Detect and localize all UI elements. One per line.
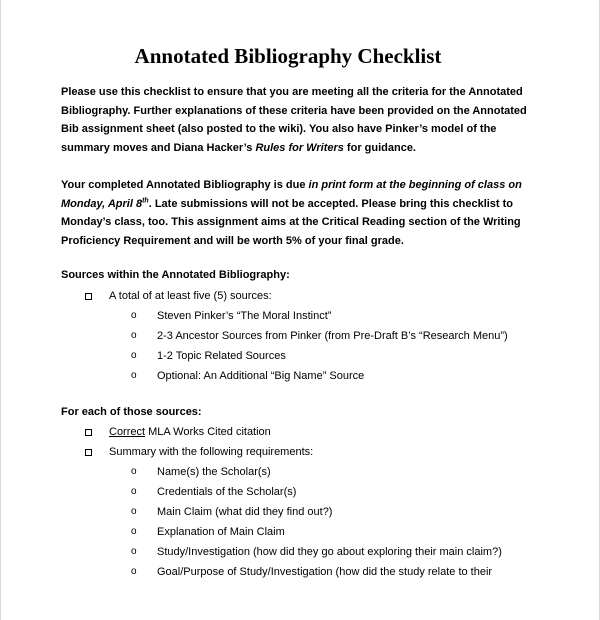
checklist-item-total-sources: A total of at least five (5) sources: <box>109 290 272 302</box>
bullet-icon: o <box>131 370 137 381</box>
sub-item: 2-3 Ancestor Sources from Pinker (from Pre-Draft B’s “Research Menu”) <box>157 330 508 342</box>
due-line <box>61 195 541 214</box>
checklist-item-mla-citation <box>109 425 271 439</box>
checkbox-mla-citation[interactable] <box>85 429 92 436</box>
document-title: Annotated Bibliography Checklist <box>134 44 442 68</box>
sub-item: Explanation of Main Claim <box>157 526 285 538</box>
bullet-icon: o <box>131 310 137 321</box>
due-line: Proficiency Requirement and will be worth 5% of your final grade. <box>61 234 404 247</box>
intro-line: Bibliography. Further explanations of these criteria have been provided on the Annotated <box>61 104 527 117</box>
intro-line: Bib assignment sheet (also posted to the wiki). You also have Pinker’s model of the <box>61 123 497 136</box>
bullet-icon: o <box>131 506 137 517</box>
due-text: . Late submissions will not be accepted. Please bring this checklist to <box>148 197 514 210</box>
due-paragraph <box>61 176 541 250</box>
each-source-heading: For each of those sources: <box>61 406 202 418</box>
bullet-icon: o <box>131 566 137 577</box>
sub-item: Credentials of the Scholar(s) <box>157 486 297 498</box>
bullet-icon: o <box>131 546 137 557</box>
intro-paragraph <box>61 83 541 157</box>
checklist-item-summary: Summary with the following requirements: <box>109 446 314 458</box>
sub-item: Main Claim (what did they find out?) <box>157 506 333 518</box>
emphasis-underline: Correct <box>109 426 146 438</box>
sub-item: Name(s) the Scholar(s) <box>157 466 271 478</box>
bullet-icon: o <box>131 350 137 361</box>
sub-item: Goal/Purpose of Study/Investigation (how did the study relate to their <box>157 566 493 578</box>
sub-item: Study/Investigation (how did they go about exploring their main claim?) <box>157 546 502 558</box>
bullet-icon: o <box>131 330 137 341</box>
sub-item: Steven Pinker’s “The Moral Instinct” <box>157 310 332 322</box>
due-line <box>61 176 541 195</box>
bullet-icon: o <box>131 466 137 477</box>
intro-text: for guidance. <box>343 141 416 154</box>
due-text: Your completed Annotated Bibliography is due <box>61 179 309 191</box>
checkbox-total-sources[interactable] <box>85 293 92 300</box>
book-title: Rules for Writers <box>255 141 344 154</box>
due-emphasis: in print form at the beginning of class on <box>308 179 522 191</box>
bullet-icon: o <box>131 486 137 497</box>
intro-line: Please use this checklist to ensure that you are meeting all the criteria for the Annotated <box>61 86 523 98</box>
sub-item: Optional: An Additional “Big Name” Source <box>157 370 365 382</box>
sub-item: 1-2 Topic Related Sources <box>157 350 286 362</box>
intro-line <box>61 139 541 158</box>
checkbox-summary[interactable] <box>85 449 92 456</box>
due-date-suffix: th <box>142 196 149 204</box>
checklist-text: MLA Works Cited citation <box>145 426 271 438</box>
sources-heading: Sources within the Annotated Bibliography: <box>61 269 290 281</box>
bullet-icon: o <box>131 526 137 537</box>
due-date: Monday, April 8 <box>61 197 143 210</box>
due-line: Monday’s class, too. This assignment aims at the Critical Reading section of the Writing <box>61 216 521 229</box>
intro-text: summary moves and Diana Hacker’s <box>61 141 256 154</box>
